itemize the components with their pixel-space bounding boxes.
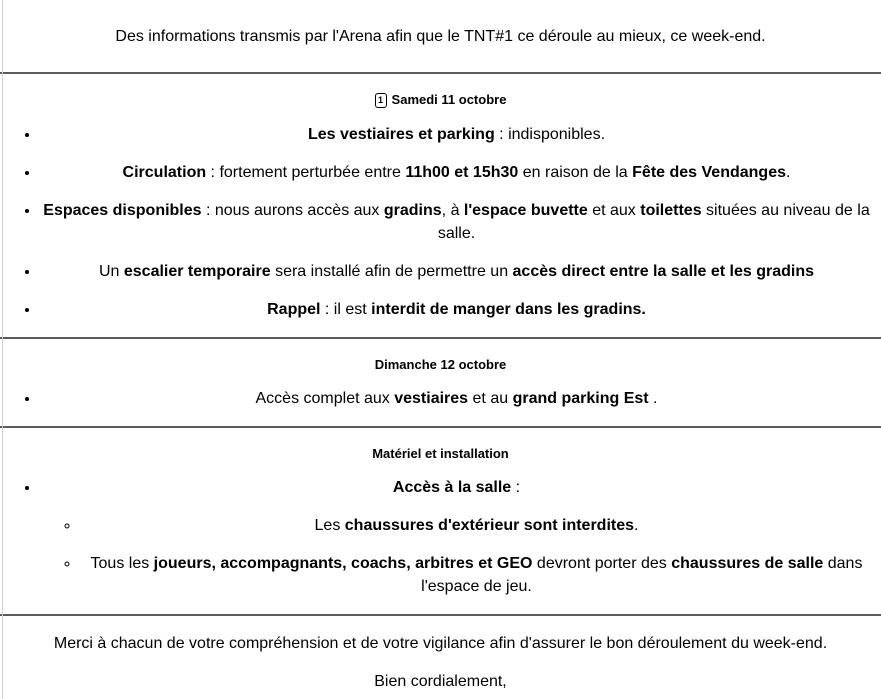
closing-text: Merci à chacun de votre compréhension et de votre vigilance afin d'assurer le bon déroulement du week-end. [53,635,828,652]
list-item: • Accès à la salle : [40,476,873,499]
keycap-1-icon: 1 [375,93,387,108]
section-samedi [0,92,881,337]
section-title [0,92,881,108]
materiel-sublist [0,514,881,598]
list-item: • Circulation : fortement perturbée entre 11h00 et 15h30 en raison de la Fête des Vendanges. [40,161,873,184]
section-divider [0,72,881,74]
section-divider [0,426,881,428]
list-item: • Accès complet aux vestiaires et au grand parking Est . [40,387,873,410]
list-subitem: ◦ Tous les joueurs, accompagnants, coachs, arbitres et GEO devront porter des chaussures de salle dans l'espace de jeu. [80,552,873,598]
intro-text: Des informations transmis par l'Arena afin que le TNT#1 ce déroule au mieux, ce week-end. [115,28,766,45]
dimanche-list [0,387,881,410]
footer [0,616,881,693]
list-item: • Rappel : il est interdit de manger dans les gradins. [40,298,873,321]
section-title: Matériel et installation [372,446,509,461]
left-border-line [2,0,3,699]
list-item: • Un escalier temporaire sera installé afin de permettre un accès direct entre la salle et les gradins [40,260,873,283]
list-item: • Espaces disponibles : nous aurons accès aux gradins, à l'espace buvette et aux toilettes situées au niveau de la salle. [40,199,873,245]
list-item: • Les vestiaires et parking : indisponibles. [40,123,873,146]
section-title-text: Samedi 11 octobre [391,92,507,107]
section-dimanche [0,357,881,426]
signoff-text: Bien cordialement, [374,673,507,690]
section-divider [0,337,881,339]
materiel-list [0,476,881,499]
list-subitem: ◦ Les chaussures d'extérieur sont interdites. [80,514,873,537]
section-title: Dimanche 12 octobre [374,357,507,372]
samedi-list [0,123,881,321]
section-materiel [0,446,881,614]
